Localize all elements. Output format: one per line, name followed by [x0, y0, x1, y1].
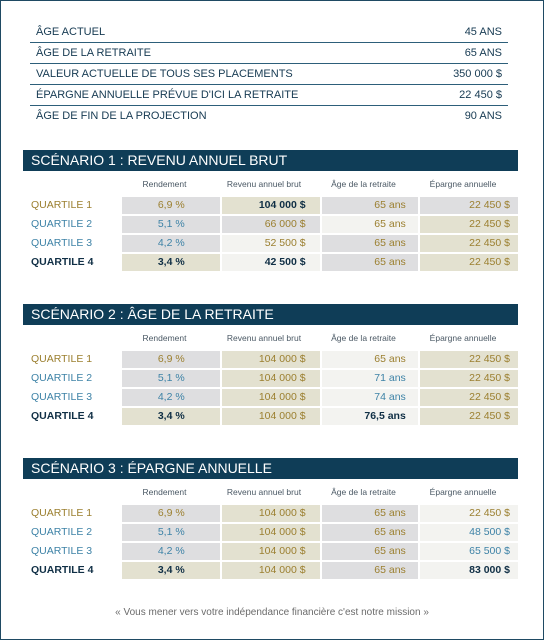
table-cell: 3,4 % — [122, 408, 220, 425]
table-row — [23, 235, 518, 254]
column-header: Rendement — [142, 487, 187, 497]
table-cell: 5,1 % — [122, 370, 220, 387]
table-cell: 104 000 $ — [222, 351, 319, 368]
table-cell: 5,1 % — [122, 216, 220, 233]
summary-value: 65 ANS — [464, 47, 502, 59]
quartile-label: QUARTILE 4 — [31, 564, 94, 576]
table-cell: 22 450 $ — [420, 351, 518, 368]
summary-label: ÂGE DE FIN DE LA PROJECTION — [36, 110, 207, 122]
scenario-2-section — [23, 304, 518, 427]
table-cell: 22 450 $ — [420, 235, 518, 252]
table-cell: 42 500 $ — [222, 254, 319, 271]
table-cell: 71 ans — [322, 370, 418, 387]
table-cell: 65 ans — [322, 254, 418, 271]
table-cell: 6,9 % — [122, 197, 220, 214]
scenario-title: SCÉNARIO 2 : ÂGE DE LA RETRAITE — [23, 304, 518, 325]
column-header: Rendement — [142, 333, 187, 343]
summary-label: ÂGE DE LA RETRAITE — [36, 47, 151, 59]
table-cell: 76,5 ans — [322, 408, 418, 425]
scenario-title: SCÉNARIO 3 : ÉPARGNE ANNUELLE — [23, 458, 518, 479]
scenario-3-section — [23, 458, 518, 581]
table-row — [23, 505, 518, 524]
column-header: Âge de la retraite — [331, 179, 396, 189]
table-cell: 65 ans — [322, 351, 418, 368]
column-header: Revenu annuel brut — [226, 487, 302, 497]
table-cell: 104 000 $ — [222, 524, 319, 541]
summary-value: 90 ANS — [464, 110, 502, 122]
summary-label: ÉPARGNE ANNUELLE PRÉVUE D'ICI LA RETRAITE — [36, 89, 299, 101]
quartile-label: QUARTILE 3 — [31, 391, 93, 403]
summary-row-annual-savings — [30, 85, 508, 106]
column-headers — [23, 479, 518, 505]
scenario-title: SCÉNARIO 1 : REVENU ANNUEL BRUT — [23, 150, 518, 171]
table-cell: 52 500 $ — [222, 235, 319, 252]
quartile-label: QUARTILE 4 — [31, 256, 94, 268]
table-cell: 22 450 $ — [420, 197, 518, 214]
column-headers — [23, 171, 518, 197]
table-cell: 104 000 $ — [222, 370, 319, 387]
table-cell: 4,2 % — [122, 389, 220, 406]
quartile-label: QUARTILE 2 — [31, 372, 93, 384]
summary-table — [30, 22, 508, 126]
table-row — [23, 216, 518, 235]
table-cell: 65 ans — [322, 216, 418, 233]
table-cell: 104 000 $ — [222, 505, 319, 522]
table-cell: 65 500 $ — [420, 543, 518, 560]
quartile-label: QUARTILE 3 — [31, 237, 93, 249]
table-cell: 3,4 % — [122, 562, 220, 579]
column-header: Épargne annuelle — [429, 179, 497, 189]
table-cell: 65 ans — [322, 235, 418, 252]
table-cell: 22 450 $ — [420, 389, 518, 406]
table-cell: 48 500 $ — [420, 524, 518, 541]
table-cell: 5,1 % — [122, 524, 220, 541]
table-row — [23, 370, 518, 389]
summary-row-current-age — [30, 22, 508, 43]
quartile-label: QUARTILE 2 — [31, 218, 93, 230]
table-row — [23, 197, 518, 216]
table-cell: 65 ans — [322, 524, 418, 541]
column-header: Revenu annuel brut — [226, 179, 302, 189]
table-cell: 4,2 % — [122, 543, 220, 560]
quartile-label: QUARTILE 4 — [31, 410, 94, 422]
quartile-label: QUARTILE 1 — [31, 507, 93, 519]
table-cell: 22 450 $ — [420, 505, 518, 522]
table-cell: 3,4 % — [122, 254, 220, 271]
quartile-label: QUARTILE 2 — [31, 526, 93, 538]
summary-row-investments — [30, 64, 508, 85]
table-cell: 22 450 $ — [420, 254, 518, 271]
table-cell: 65 ans — [322, 197, 418, 214]
column-header: Âge de la retraite — [331, 333, 396, 343]
table-cell: 65 ans — [322, 543, 418, 560]
summary-value: 45 ANS — [464, 26, 502, 38]
quartile-label: QUARTILE 3 — [31, 545, 93, 557]
summary-value: 350 000 $ — [453, 68, 502, 80]
column-header: Revenu annuel brut — [226, 333, 302, 343]
table-cell: 104 000 $ — [222, 562, 319, 579]
table-cell: 104 000 $ — [222, 389, 319, 406]
table-cell: 22 450 $ — [420, 370, 518, 387]
table-cell: 104 000 $ — [222, 197, 319, 214]
summary-row-projection-end — [30, 106, 508, 126]
column-headers — [23, 325, 518, 351]
table-row — [23, 408, 518, 427]
column-header: Épargne annuelle — [429, 333, 497, 343]
table-cell: 66 000 $ — [222, 216, 319, 233]
table-cell: 104 000 $ — [222, 543, 319, 560]
table-row — [23, 351, 518, 370]
summary-label: VALEUR ACTUELLE DE TOUS SES PLACEMENTS — [36, 68, 293, 80]
column-header: Épargne annuelle — [429, 487, 497, 497]
table-cell: 83 000 $ — [420, 562, 518, 579]
table-cell: 6,9 % — [122, 505, 220, 522]
table-cell: 65 ans — [322, 505, 418, 522]
table-row — [23, 254, 518, 273]
scenario-1-section — [23, 150, 518, 273]
summary-value: 22 450 $ — [459, 89, 502, 101]
quartile-label: QUARTILE 1 — [31, 353, 93, 365]
summary-label: ÂGE ACTUEL — [36, 26, 106, 38]
table-cell: 74 ans — [322, 389, 418, 406]
table-row — [23, 524, 518, 543]
summary-row-retirement-age — [30, 43, 508, 64]
table-cell: 22 450 $ — [420, 216, 518, 233]
table-row — [23, 562, 518, 581]
table-row — [23, 389, 518, 408]
table-cell: 6,9 % — [122, 351, 220, 368]
table-cell: 4,2 % — [122, 235, 220, 252]
table-cell: 22 450 $ — [420, 408, 518, 425]
quartile-label: QUARTILE 1 — [31, 199, 93, 211]
column-header: Rendement — [142, 179, 187, 189]
table-cell: 65 ans — [322, 562, 418, 579]
footer-mission-quote: « Vous mener vers votre indépendance financière c'est notre mission » — [115, 607, 429, 618]
table-row — [23, 543, 518, 562]
column-header: Âge de la retraite — [331, 487, 396, 497]
table-cell: 104 000 $ — [222, 408, 319, 425]
